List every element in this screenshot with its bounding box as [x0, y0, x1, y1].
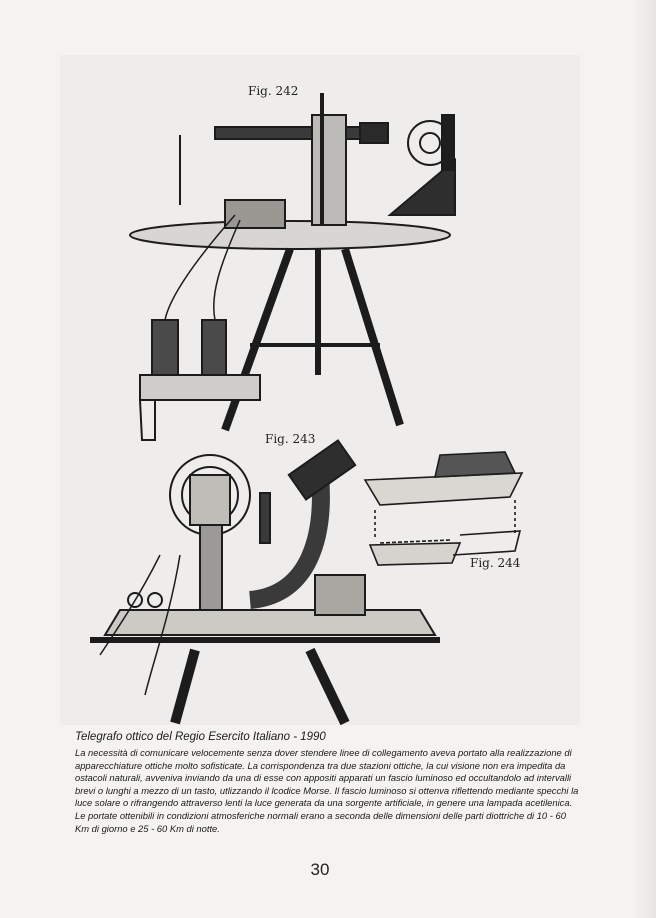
telegraph-engravings [60, 55, 580, 725]
caption-title: Telegrafo ottico del Regio Esercito Italiano - 1990 [75, 731, 326, 743]
fig-244-label: Fig. 244 [470, 556, 521, 570]
engraving-illustration [60, 55, 580, 725]
page-number: 30 [310, 860, 330, 879]
caption-body: La necessità di comunicare velocemente senza dover stendere linee di collegamento aveva portato alla realizzazione di apparecchiature ottiche molto sofisticate. La corrispondenza tra due stazioni ottiche, la cui visione non era impedita da ostacoli naturali, avveniva inviando da una di esse con appositi apparati un fascio luminoso ed occultandolo ad intervalli brevi o lunghi a mezzo di un tasto, utlizzando il lcodice Morse. Il fascio luminoso si ottenva riflettendo mediante specchi la luce solare o rifrangendo attraverso lenti la luce generata da una sorgente artificiale, in genere una lampada acetilenica. Le portate ottenibili in condizioni atmosferiche normali erano a seconda delle dimensioni delle parti diottriche di 10 - 60 Km di giorno e 25 - 60 Km di notte. [75, 747, 579, 834]
fig-243-label: Fig. 243 [265, 432, 316, 446]
page-edge-shade [632, 0, 656, 918]
fig-242-label: Fig. 242 [248, 84, 299, 98]
figure-caption [75, 730, 580, 835]
